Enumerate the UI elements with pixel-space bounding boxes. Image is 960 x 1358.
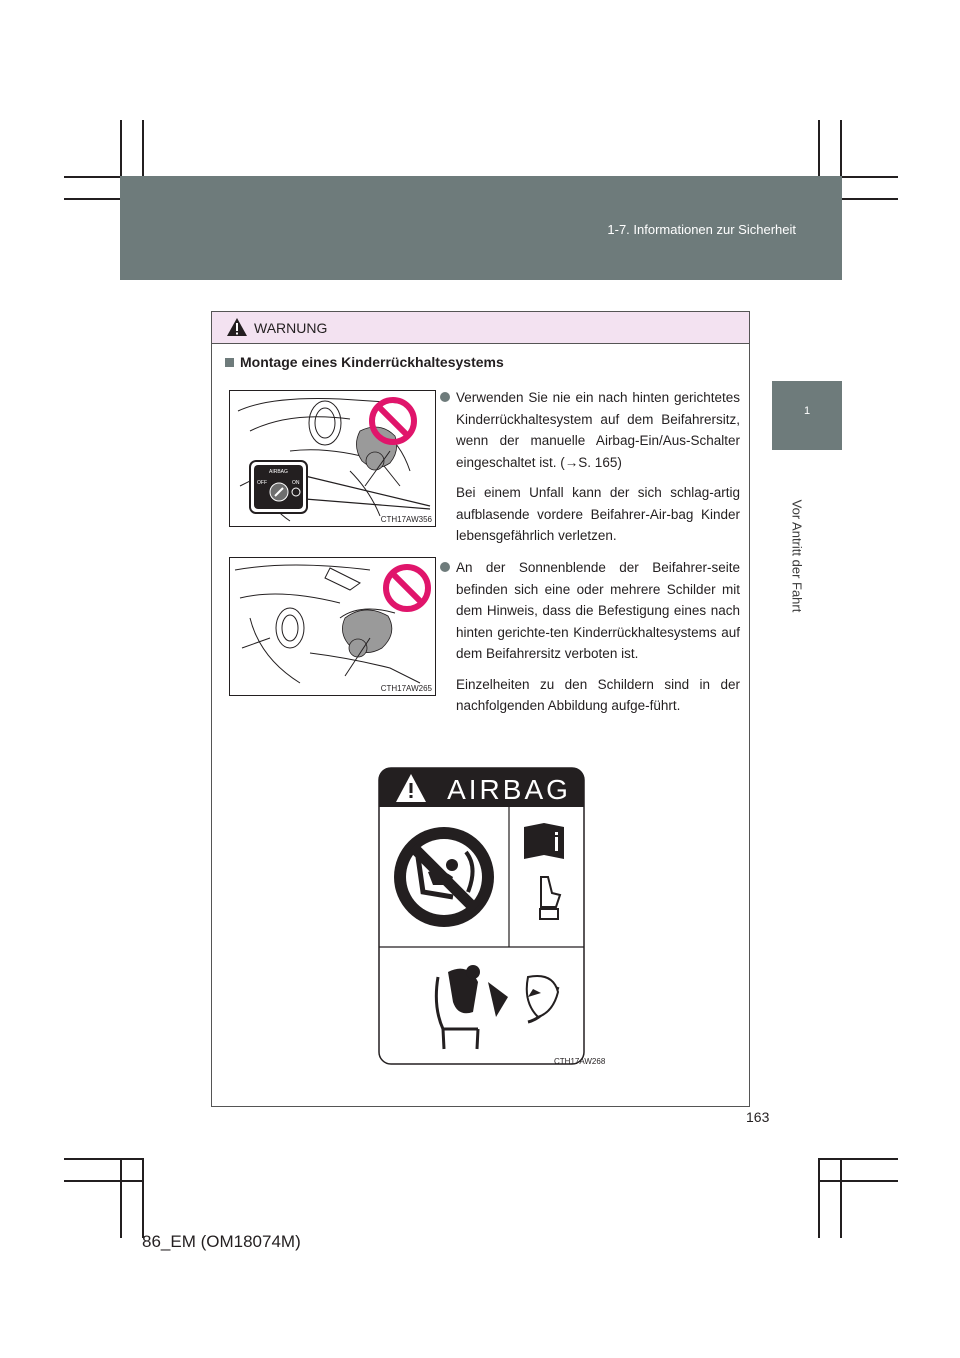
chapter-number: 1 <box>803 405 811 417</box>
illustration-sunvisor <box>229 557 436 696</box>
crop-mark <box>840 1158 842 1238</box>
switch-off-label: OFF <box>257 480 267 486</box>
crop-mark <box>64 1158 144 1160</box>
airbag-warning-label <box>378 767 585 1065</box>
car-interior-drawing <box>230 391 435 526</box>
switch-airbag-label: AIRBAG <box>269 469 288 475</box>
bullet-item <box>456 387 740 547</box>
warning-box <box>211 311 750 1107</box>
chapter-label: Vor Antritt der Fahrt <box>789 499 805 613</box>
square-bullet-icon <box>225 358 234 367</box>
section-title <box>225 354 504 370</box>
bullet-text: Einzelheiten zu den Schildern sind in der nachfolgenden Abbildung aufge-führt. <box>456 676 740 713</box>
label-code: CTH17AW268 <box>554 1057 606 1066</box>
bullet-text: Verwenden Sie nie ein nach hinten gerichtetes Kinderrückhaltesystem auf dem Beifahrersitz, wenn der manuelle Airbag-Ein/Aus-Schalter eingeschaltet ist. (→S. 165) <box>456 390 740 470</box>
header-band <box>120 176 842 280</box>
crop-mark <box>818 1180 898 1182</box>
page-number: 163 <box>746 1109 770 1125</box>
crop-mark <box>64 1180 144 1182</box>
round-bullet-icon <box>440 392 450 402</box>
footer-code: 86_EM (OM18074M) <box>142 1232 301 1251</box>
illustration-code: CTH17AW356 <box>380 515 432 524</box>
round-bullet-icon <box>440 562 450 572</box>
bullet-item <box>456 557 740 717</box>
warning-icon <box>226 317 248 337</box>
section-title-text: Montage eines Kinderrückhaltesystems <box>240 354 504 370</box>
airbag-title: AIRBAG <box>447 774 571 805</box>
illustration-code: CTH17AW265 <box>380 684 432 693</box>
crop-mark <box>818 1158 820 1238</box>
car-interior-drawing <box>230 558 435 695</box>
switch-on-label: ON <box>292 480 300 486</box>
crop-mark <box>142 1158 144 1238</box>
crop-mark <box>120 1158 122 1238</box>
warning-title: WARNUNG <box>254 320 328 336</box>
chapter-tab <box>772 381 842 450</box>
warning-header <box>212 312 749 344</box>
section-header: 1-7. Informationen zur Sicherheit <box>607 222 796 237</box>
bullet-text: Bei einem Unfall kann der sich schlag-artig aufblasende vordere Beifahrer-Air-bag Kinder lebensgefährlich verletzen. <box>456 485 740 543</box>
bullet-text: An der Sonnenblende der Beifahrer-seite befinden sich eine oder mehrere Schilder mit dem Hinweis, dass die Befestigung eines nach hinten gerichte-ten Kinderrückhaltesystems auf dem Beifahrersitz verboten ist. <box>456 560 740 661</box>
crop-mark <box>818 1158 898 1160</box>
illustration-airbag-switch <box>229 390 436 527</box>
